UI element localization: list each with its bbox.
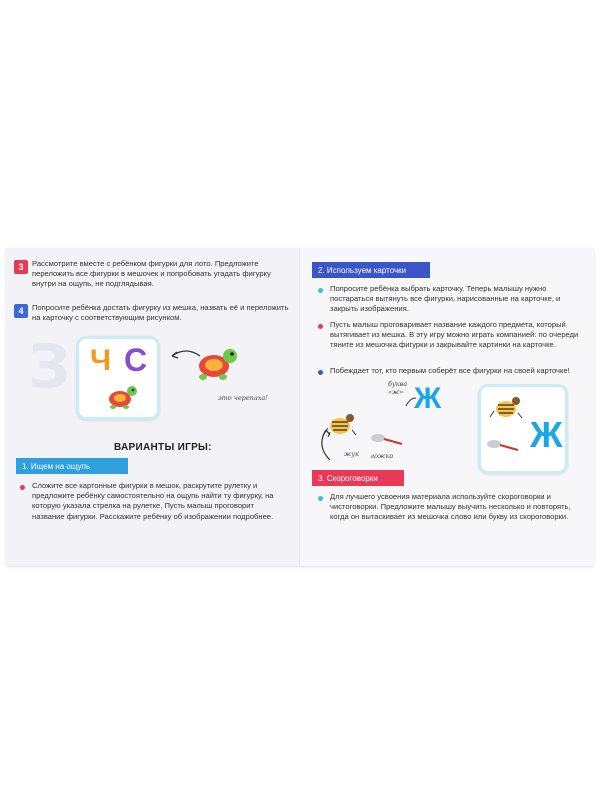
bullet-dot [318, 370, 323, 375]
step-number-4: 4 [14, 304, 28, 318]
bullet-dot [318, 324, 323, 329]
section-2-banner [312, 262, 430, 278]
turtle-note: это черепаха! [218, 394, 268, 402]
left-page [6, 248, 300, 566]
letter-zh: Ж [414, 382, 442, 415]
loto-card [76, 336, 160, 420]
right-page [300, 248, 594, 566]
loto-card-2 [478, 384, 568, 474]
turtle-figure-icon [194, 344, 240, 382]
bullet-dot [318, 288, 323, 293]
card-letter-zh: Ж [530, 414, 563, 455]
section-3-banner [312, 470, 404, 486]
card-letter-ch: Ч [90, 344, 112, 377]
letter-note: буква «ж» [388, 380, 408, 396]
spoon-note: ложка [370, 452, 394, 460]
section-2-bullet-3: Побеждает тот, кто первым соберёт все фигурки на своей карточке! [330, 366, 570, 375]
booklet-spread [6, 248, 594, 566]
bug-note: жук [344, 450, 360, 458]
spoon-icon [370, 432, 404, 448]
beetle-icon [488, 390, 524, 422]
section-2-title: 2. Используем карточки [318, 265, 407, 275]
step-3-text: Рассмотрите вместе с ребёнком фигурки для лото. Предложите переложить все фигурки в мешочек и попробовать угадать фигурку внутри на ощупь, не подглядывая. [32, 259, 271, 289]
turtle-icon [106, 382, 138, 410]
section-3-text: Для лучшего усвоения материала используйте скороговорки и чистоговорки. Предложите малышу выучить несколько и повторять, когда он вытаскивает из мешочка слово или букву из скороговорки. [330, 492, 571, 522]
section-2-bullet-2: Пусть малыш проговаривает название каждого предмета, который вытягивает из мешка. В эту игру можно играть компанией: по очереди тяните из мешочка фигурки и закрывайте картинки на карточке. [330, 320, 579, 350]
step-number-3: 3 [14, 260, 28, 274]
step-4-text: Попросите ребёнка достать фигурку из мешка, назвать её и переложить на карточку с соответствующим рисунком. [32, 303, 289, 323]
section-1-text: Сложите все картонные фигурки в мешок, раскрутите рулетку и предложите ребёнку самостоятельно на ощупь найти ту фигурку, на которую указала стрелка на рулетке. Пусть малыш проговорит название фигурки. Расскажите ребёнку об изображении подробнее. [32, 481, 274, 521]
curved-arrow-icon [316, 428, 346, 464]
section-2-bullet-1: Попросите ребёнка выбрать карточку. Теперь малышу нужно постараться вытянуть все фигурки, нарисованные на карточке, и закрыть изображения. [330, 284, 561, 314]
ghost-letter-decoration: З [28, 332, 71, 402]
section-1-title: 1. Ищем на ощупь [22, 461, 91, 471]
section-1-banner [16, 458, 128, 474]
section-3-title: 3. Скороговорки [318, 473, 378, 483]
card-letter-s: С [124, 342, 148, 378]
variants-heading: ВАРИАНТЫ ИГРЫ: [114, 442, 212, 453]
bullet-dot [318, 496, 323, 501]
bullet-dot [20, 485, 25, 490]
spoon-icon [486, 438, 520, 454]
